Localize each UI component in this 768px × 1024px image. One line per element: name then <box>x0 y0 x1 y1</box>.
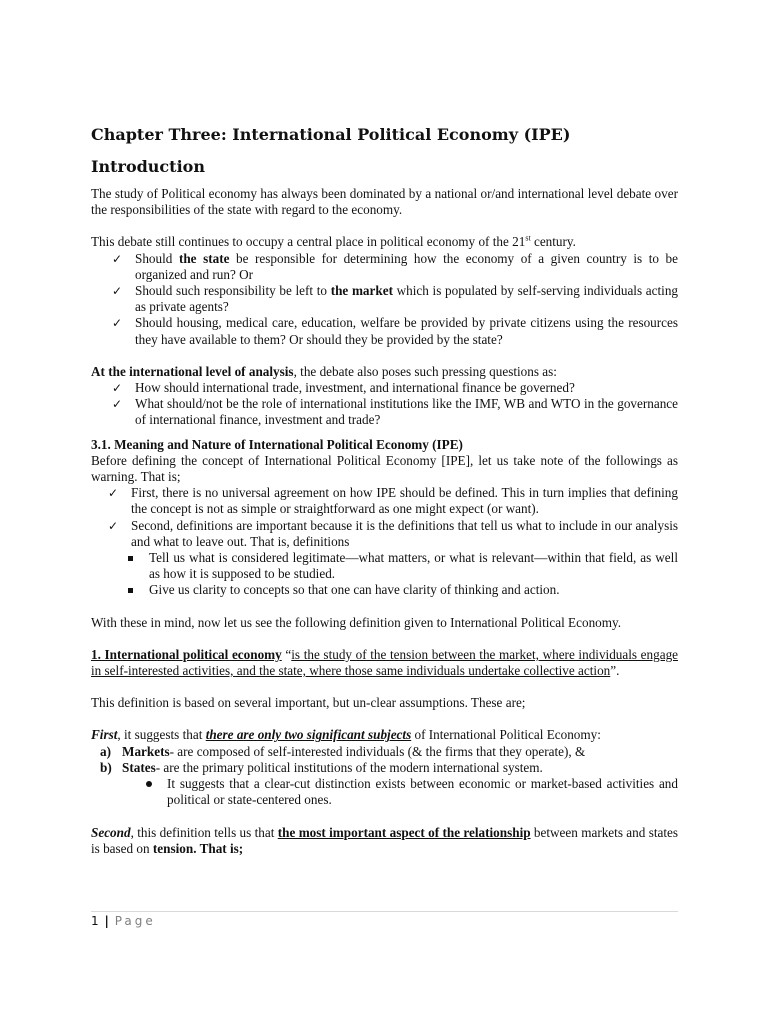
chapter-title: Chapter Three: International Political Economy (IPE) <box>91 125 571 144</box>
list-item: It suggests that a clear-cut distinction exists between economic or market-based activities and political or state-centered ones. <box>91 776 678 808</box>
debate-question-list <box>91 251 678 348</box>
intro-heading: Introduction <box>91 157 205 176</box>
list-item: Tell us what is considered legitimate—what matters, or what is relevant—within that field, as well as how it is supposed to be studied. <box>91 550 678 582</box>
definitions-sub-list <box>91 550 678 599</box>
paragraph-intro: The study of Political economy has always been dominated by a national or/and international level debate over the responsibilities of the state with regard to the economy. <box>91 186 678 218</box>
list-item: b) States- are the primary political institutions of the modern international system. <box>100 759 543 775</box>
list-item: ✓ Should the state be responsible for determining how the economy of a given country is to be organized and run? Or <box>91 251 678 283</box>
paragraph-debate: This debate still continues to occupy a central place in political economy of the 21st century. <box>91 234 576 250</box>
distinction-list <box>91 776 678 808</box>
list-item: ✓ Second, definitions are important because it is the definitions that tell us what to include in our analysis and what to leave out. That is, definitions <box>91 518 678 550</box>
paragraph-first: First, it suggests that there are only two significant subjects of International Political Economy: <box>91 727 601 743</box>
list-item: ✓ What should/not be the role of international institutions like the IMF, WB and WTO in the governance of international finance, investment and trade? <box>91 396 678 428</box>
paragraph-assumptions: This definition is based on several important, but un-clear assumptions. These are; <box>91 695 526 711</box>
footer-separator: | <box>104 914 109 928</box>
paragraph-with-these: With these in mind, now let us see the following definition given to International Political Economy. <box>91 614 622 630</box>
section-heading-3-1: 3.1. Meaning and Nature of International Political Economy (IPE) <box>91 436 463 452</box>
page-footer <box>91 911 678 928</box>
international-question-list <box>91 380 678 429</box>
list-item: Give us clarity to concepts so that one can have clarity of thinking and action. <box>91 582 678 598</box>
list-item: a) Markets- are composed of self-interested individuals (& the firms that they operate), & <box>100 743 586 759</box>
paragraph-second: Second, this definition tells us that the most important aspect of the relationship between markets and states is based on tension. That is; <box>91 824 678 856</box>
subjects-list <box>91 744 678 776</box>
list-item: ✓ First, there is no universal agreement on how IPE should be defined. This in turn implies that defining the concept is not as simple or straightforward as one might expect (or want). <box>91 485 678 517</box>
paragraph-before-defining: Before defining the concept of International Political Economy [IPE], let us take note of the followings as warning. That is; <box>91 452 678 485</box>
list-item: ✓ Should housing, medical care, education, welfare be provided by private citizens using the resources they have available to them? Or should they be provided by the state? <box>91 315 678 347</box>
paragraph-international-level: At the international level of analysis, the debate also poses such pressing questions as: <box>91 363 557 379</box>
warning-list <box>91 485 678 550</box>
list-item: ✓ Should such responsibility be left to the market which is populated by self-serving individuals acting as private agents? <box>91 283 678 315</box>
page-label: Page <box>114 914 156 928</box>
definition-1: 1. International political economy “is the study of the tension between the market, where individuals engage in self-interested activities, and the state, where those same individuals undertake collective action”. <box>91 646 679 679</box>
page-number: 1 <box>91 914 99 928</box>
document-body <box>91 124 678 857</box>
list-item: ✓ How should international trade, investment, and international finance be governed? <box>91 380 678 396</box>
